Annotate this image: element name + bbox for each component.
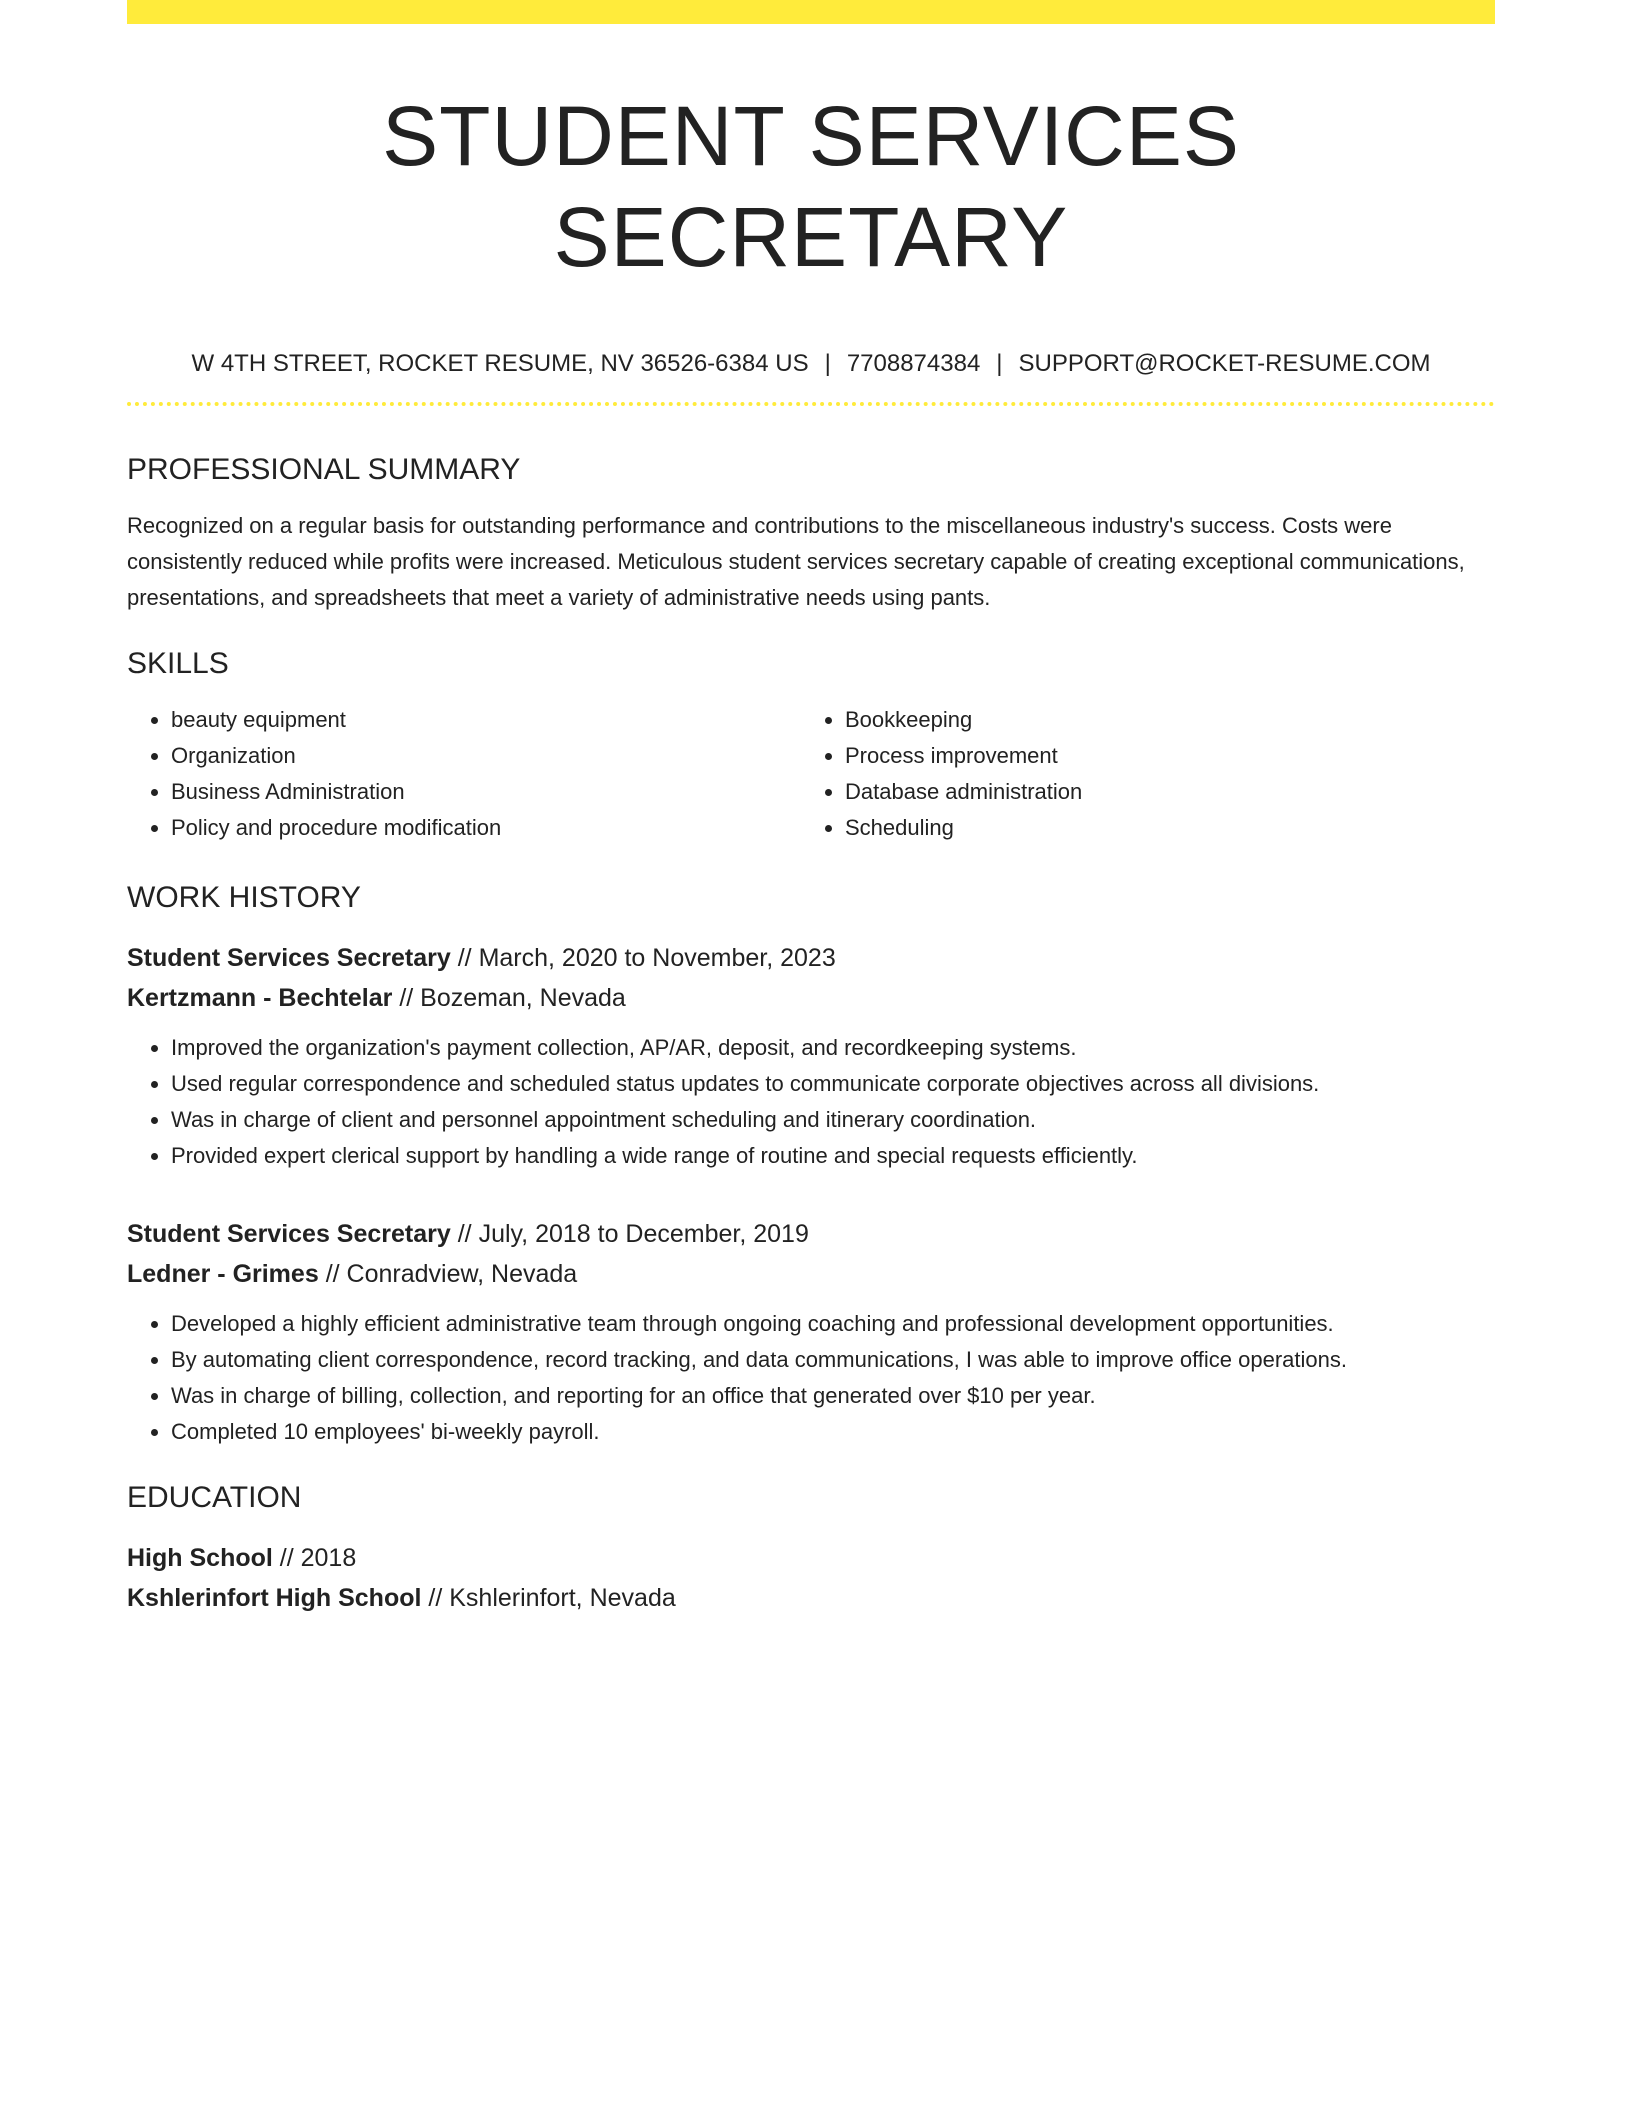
resume-name: STUDENT SERVICES SECRETARY [382,89,1240,284]
contact-address: W 4TH STREET, ROCKET RESUME, NV 36526-6384 US [191,349,809,377]
skill-item: • Process improvement [845,738,1475,774]
job-bullet: • Completed 10 employees' bi-weekly payroll. [171,1414,1495,1450]
job-bullet: • Developed a highly efficient administrative team through ongoing coaching and professional development opportunities. [171,1306,1495,1342]
job-title-line [127,938,1495,978]
skill-item: • Policy and procedure modification [171,810,801,846]
skills-column-right [801,702,1475,846]
skill-item: • Organization [171,738,801,774]
job-bullet: • Was in charge of client and personnel appointment scheduling and itinerary coordination. [171,1102,1495,1138]
summary-heading: PROFESSIONAL SUMMARY [127,452,521,486]
job-position: Student Services Secretary [127,943,451,972]
job-bullet: • Was in charge of billing, collection, and reporting for an office that generated over $10 per year. [171,1378,1495,1414]
skill-item: • Business Administration [171,774,801,810]
summary-text: Recognized on a regular basis for outstanding performance and contributions to the miscellaneous industry's success. Costs were consistently reduced while profits were increased. Meticulous student services secretary capable of creating exceptional communications, presentations, and spreadsheets that meet a variety of administrative needs using pants. [127,512,1465,610]
job-company-line [127,978,1495,1018]
skills-column-left [127,702,801,846]
job-company: Ledner - Grimes [127,1259,319,1288]
job-location: // Conradview, Nevada [325,1259,578,1288]
job-bullet: • Improved the organization's payment collection, AP/AR, deposit, and recordkeeping systems. [171,1030,1495,1066]
job-company: Kertzmann - Bechtelar [127,983,393,1012]
skill-item: • Bookkeeping [845,702,1475,738]
contact-phone: 7708874384 [846,349,981,377]
job-dates: // July, 2018 to December, 2019 [457,1219,809,1248]
resume-page [127,0,1495,1618]
contact-separator: | [824,349,831,377]
job-location: // Bozeman, Nevada [399,983,626,1012]
job-position: Student Services Secretary [127,1219,451,1248]
skill-item: • beauty equipment [171,702,801,738]
job-company-line [127,1254,1495,1294]
contact-email: SUPPORT@ROCKET-RESUME.COM [1018,349,1431,377]
job-bullets [127,1306,1495,1450]
job-title-line [127,1214,1495,1254]
top-accent-bar [127,0,1495,24]
job-entry [127,1214,1495,1450]
education-degree-line [127,1538,1495,1578]
skill-item: • Scheduling [845,810,1475,846]
job-bullet: • Provided expert clerical support by handling a wide range of routine and special requests efficiently. [171,1138,1495,1174]
job-bullet: • By automating client correspondence, record tracking, and data communications, I was able to improve office operations. [171,1342,1495,1378]
education-degree: High School [127,1543,273,1572]
skills-list [127,702,1495,846]
contact-line [127,348,1495,380]
education-entry [127,1538,1495,1618]
education-year: // 2018 [279,1543,357,1572]
education-school-line [127,1578,1495,1618]
skills-heading: SKILLS [127,646,229,680]
job-dates: // March, 2020 to November, 2023 [457,943,836,972]
education-location: // Kshlerinfort, Nevada [428,1583,676,1612]
job-bullet: • Used regular correspondence and scheduled status updates to communicate corporate objectives across all divisions. [171,1066,1495,1102]
contact-separator: | [996,349,1003,377]
skill-item: • Database administration [845,774,1475,810]
dotted-divider [127,402,1495,406]
job-bullets [127,1030,1495,1174]
education-heading: EDUCATION [127,1480,302,1514]
job-entry [127,938,1495,1174]
work-history-heading: WORK HISTORY [127,880,361,914]
education-school: Kshlerinfort High School [127,1583,422,1612]
